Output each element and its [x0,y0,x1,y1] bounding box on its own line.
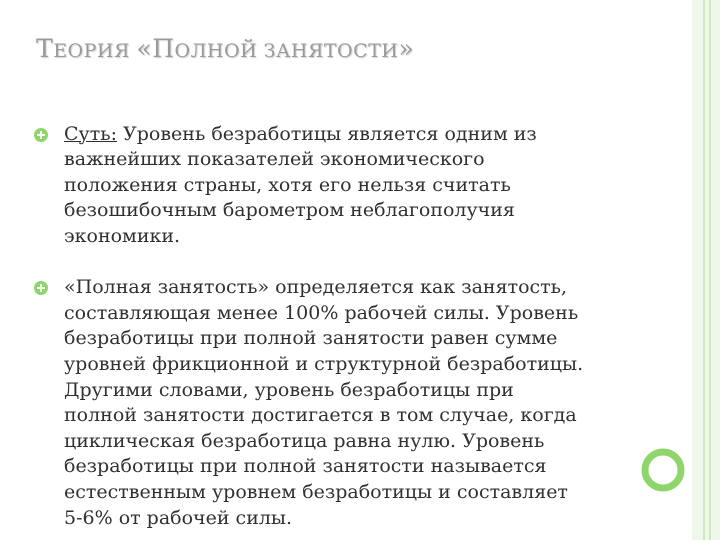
ring-icon [640,447,686,493]
title-quote-close: » [398,34,415,63]
slide-title [36,34,414,63]
slide-body [64,96,684,557]
edge-decoration-line [709,0,711,540]
title-text: ОЛНОЙ ЗАНЯТОСТИ [174,40,399,62]
plus-circle-icon [34,128,48,142]
edge-decoration-band [692,0,720,540]
bullet-text: Уровень безработицы является одним из важнейших показателей экономического положения страны, хотя его нельзя считать безошибочным барометром неблагополучия экономики. [64,122,537,247]
title-initial: П [152,34,175,63]
bullet-paragraph [64,122,684,250]
edge-decoration-line [703,0,705,540]
plus-circle-icon [34,281,48,295]
bullet-paragraph [64,275,684,531]
title-text: ЕОРИЯ [53,40,130,62]
title-quote-open: « [136,34,153,63]
title-initial: Т [36,34,54,63]
bullet-text: «Полная занятость» определяется как занятость, составляющая менее 100% рабочей силы. Уровень безработицы при полной занятости равен сумме уровней фрикционной и структурной безработицы. Другими словами, уровень безработицы при полной занятости достигается в том случае, когда циклическая безработица равна нулю. Уровень безработицы при полной занятости называется естественным уровнем безработицы и составляет 5-6% от рабочей силы. [64,276,584,529]
bullet-lead: Суть: [64,122,117,145]
